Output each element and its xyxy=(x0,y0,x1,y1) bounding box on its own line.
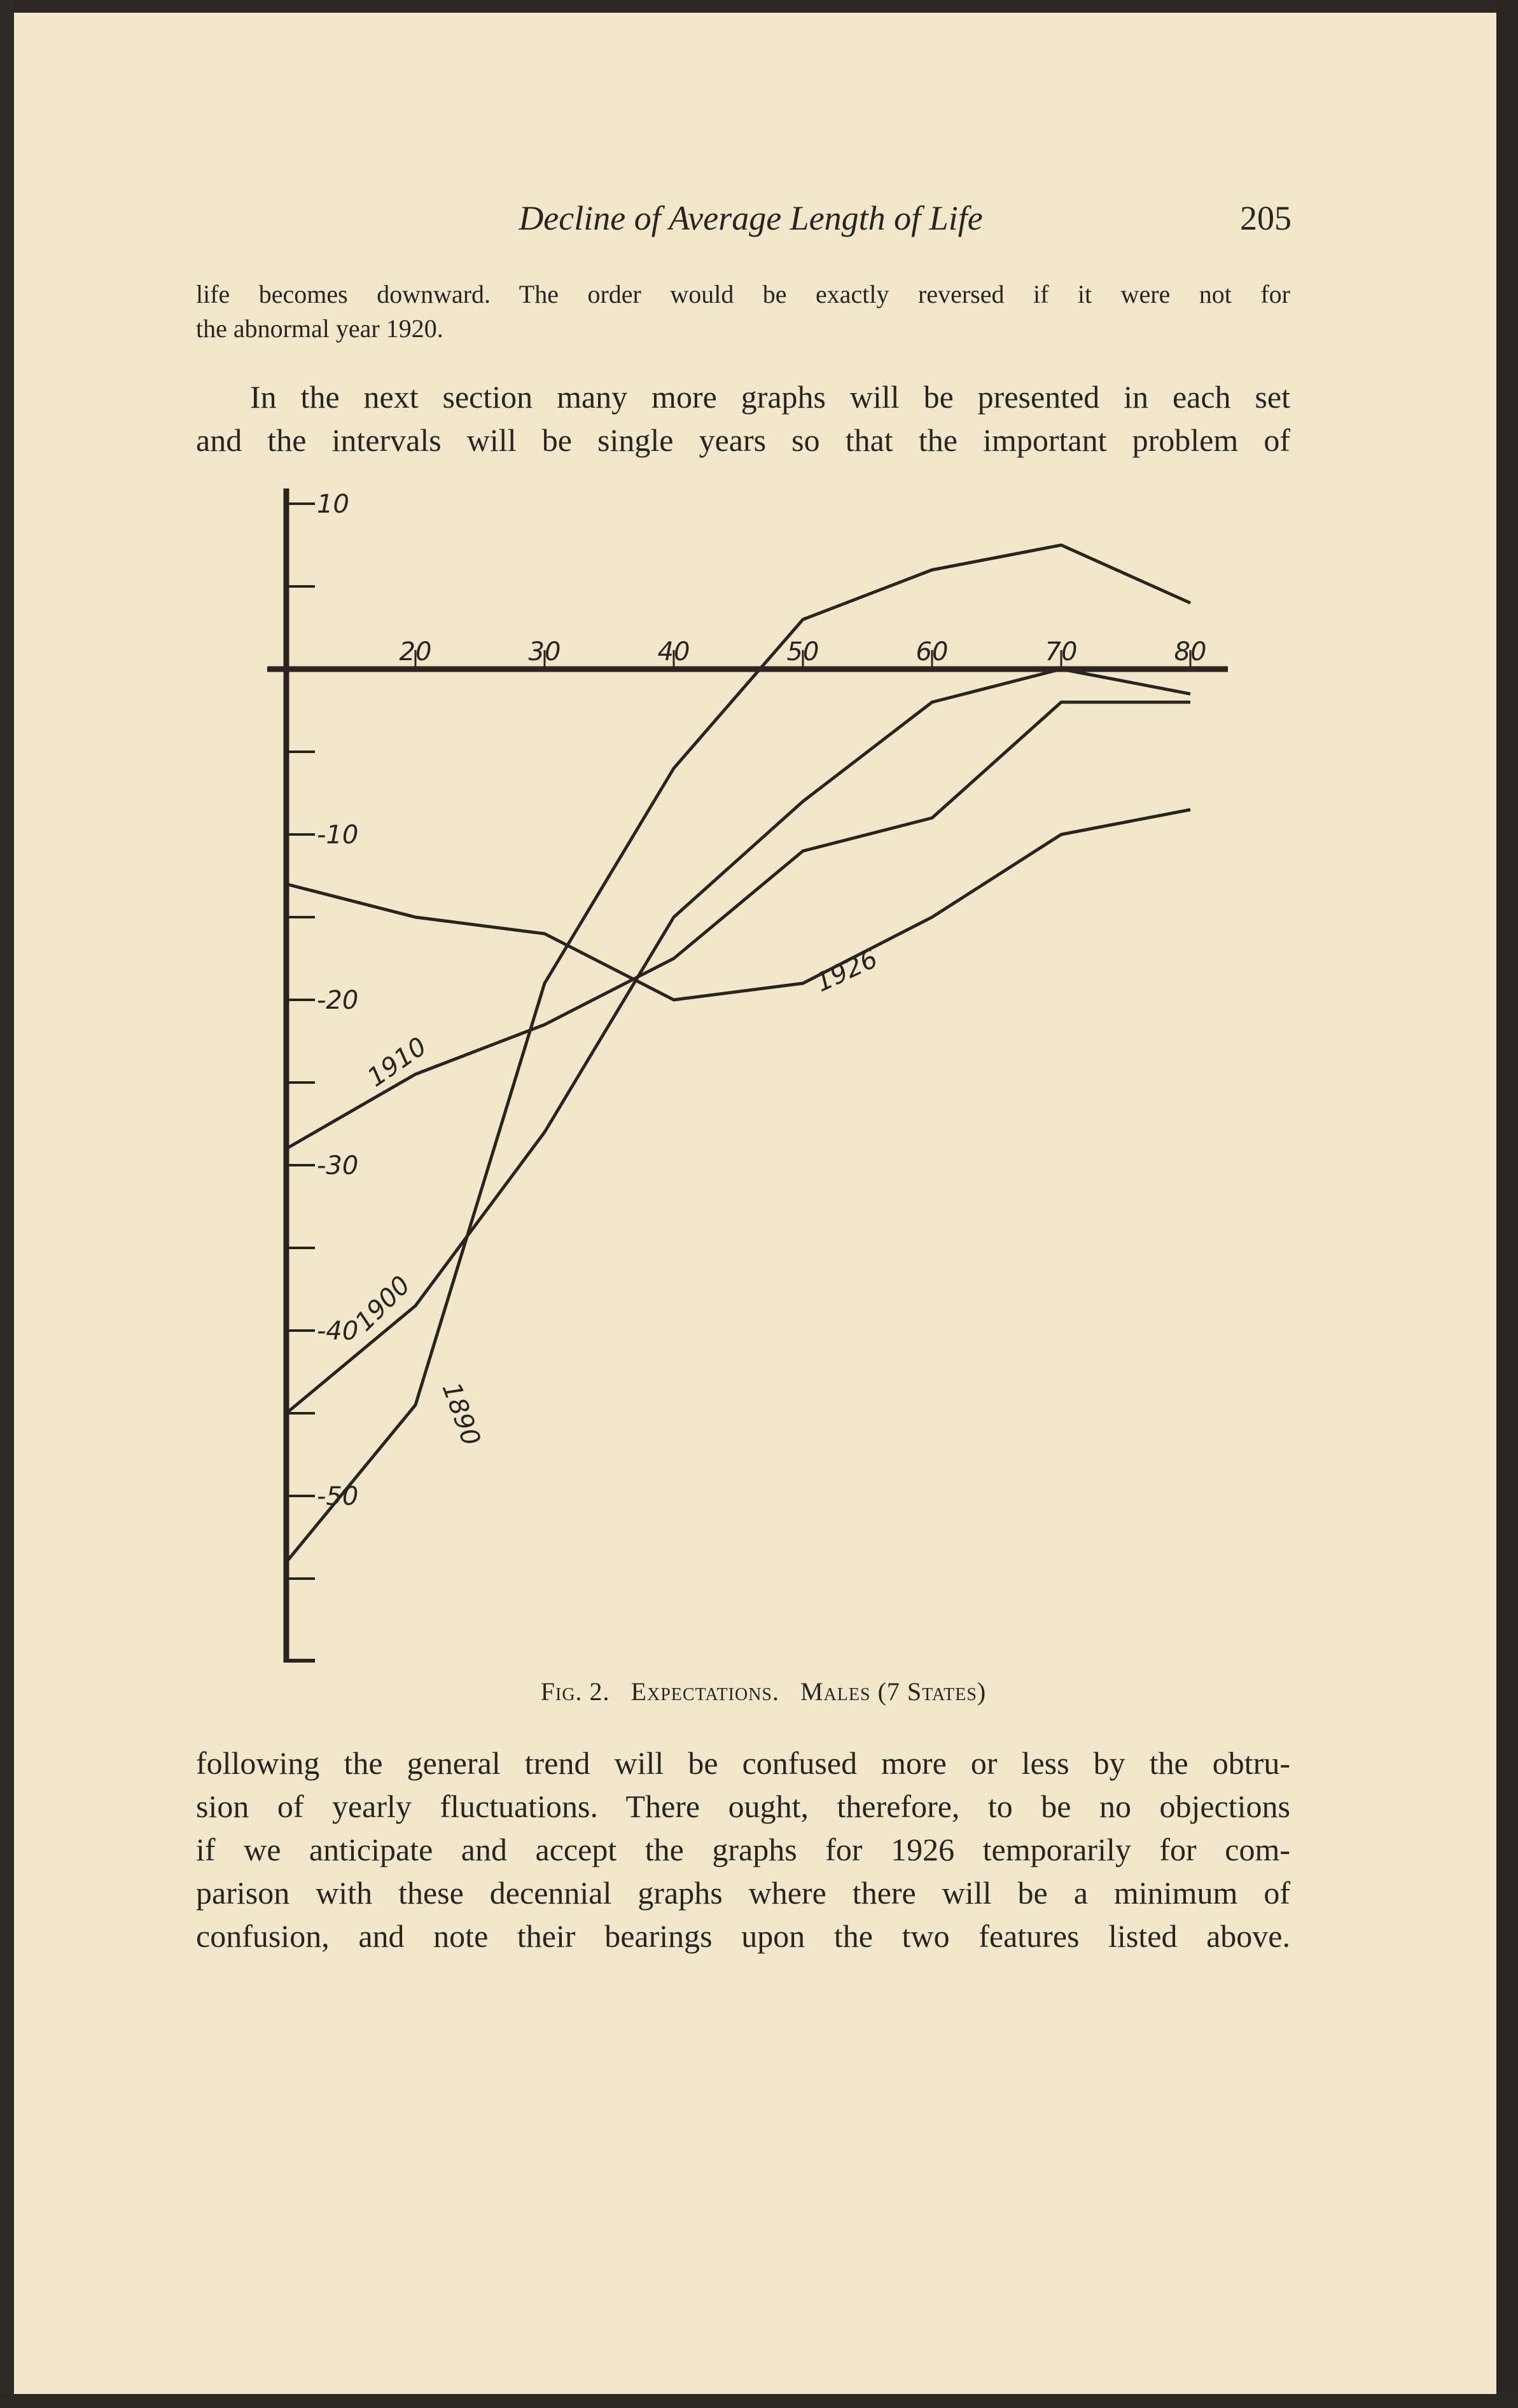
text-line: In the next section many more graphs will be presented in each set xyxy=(250,379,1290,415)
caption-prefix: Fig. 2. xyxy=(540,1677,610,1706)
y-tick-label: -20 xyxy=(317,986,359,1015)
y-tick-label: -30 xyxy=(317,1151,359,1180)
y-tick-label: -50 xyxy=(317,1482,359,1511)
series-label-1910: 1910 xyxy=(362,1032,433,1093)
running-head: Decline of Average Length of Life xyxy=(519,199,983,237)
y-tick-label: 10 xyxy=(317,490,349,519)
x-tick-label: 60 xyxy=(916,637,949,667)
y-tick-label: -40 xyxy=(317,1317,359,1346)
caption-title: Expectations. xyxy=(630,1677,779,1706)
page-number: 205 xyxy=(1240,199,1292,237)
text-line: the abnormal year 1920. xyxy=(196,314,443,343)
x-tick-label: 80 xyxy=(1174,637,1207,667)
text-line: parison with these decennial graphs where there will be a minimum of xyxy=(196,1875,1290,1911)
x-tick-label: 20 xyxy=(399,637,432,667)
series-label-1926: 1926 xyxy=(811,944,882,999)
chart-ticks xyxy=(286,504,1190,1661)
x-tick-label: 40 xyxy=(657,637,690,667)
text-line: confusion, and note their bearings upon the two features listed above. xyxy=(196,1918,1290,1954)
x-tick-label: 70 xyxy=(1045,637,1078,667)
x-tick-label: 30 xyxy=(528,637,561,667)
x-tick-label: 50 xyxy=(786,637,819,667)
series-line-1910 xyxy=(286,702,1190,1149)
series-label-1890: 1890 xyxy=(436,1378,486,1450)
figure-caption xyxy=(382,1677,1145,1706)
text-line: if we anticipate and accept the graphs for 1926 temporarily for com- xyxy=(196,1832,1290,1867)
paragraph-bottom xyxy=(196,1741,1290,1958)
text-line: life becomes downward. The order would be exactly reversed if it were not for xyxy=(196,280,1290,308)
text-line: and the intervals will be single years so that the important problem of xyxy=(196,422,1290,458)
text-line: following the general trend will be confused more or less by the obtru- xyxy=(196,1745,1290,1781)
text-line: sion of yearly fluctuations. There ought, therefore, to be no objections xyxy=(196,1789,1290,1824)
series-label-1900: 1900 xyxy=(349,1270,417,1338)
chart-labels xyxy=(317,490,1206,1511)
caption-rest: Males (7 States) xyxy=(800,1677,987,1706)
y-tick-label: -10 xyxy=(317,820,359,850)
